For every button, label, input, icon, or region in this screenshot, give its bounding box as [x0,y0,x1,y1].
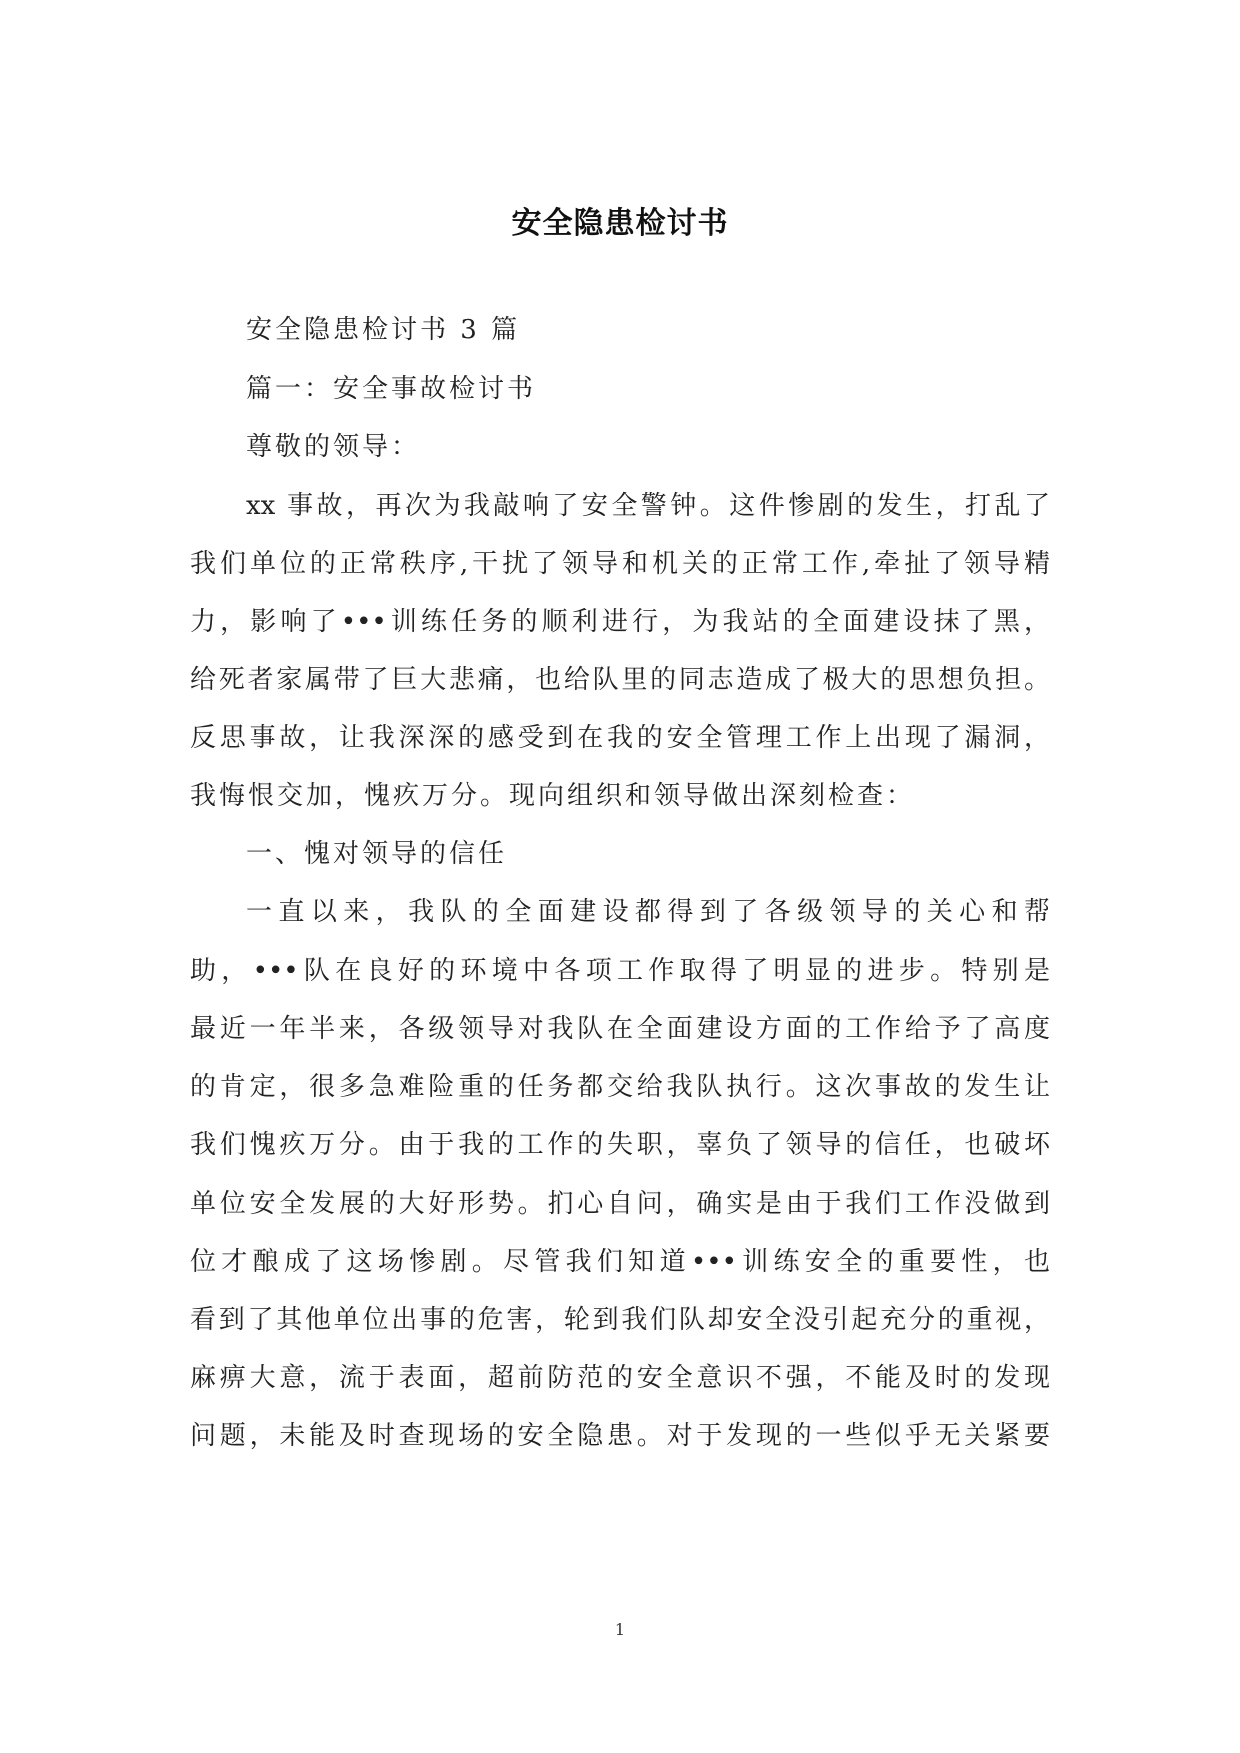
paragraph-line: 最近一年半来，各级领导对我队在全面建设方面的工作给予了高度 [190,1014,1050,1044]
paragraph-line: 反思事故，让我深深的感受到在我的安全管理工作上出现了漏洞， [190,723,1050,753]
section-heading: 一、愧对领导的信任 [246,839,508,869]
document-subtitle: 安全隐患检讨书 3 篇 [246,315,521,345]
paragraph-line: 麻痹大意，流于表面，超前防范的安全意识不强，不能及时的发现 [190,1363,1050,1393]
part-heading: 篇一：安全事故检讨书 [246,374,537,404]
paragraph-line: 看到了其他单位出事的危害，轮到我们队却安全没引起充分的重视， [190,1305,1050,1335]
paragraph-line: 的肯定，很多急难险重的任务都交给我队执行。这次事故的发生让 [190,1072,1050,1102]
paragraph-line: 我悔恨交加，愧疚万分。现向组织和领导做出深刻检查： [190,781,916,811]
page-number: 1 [614,1620,626,1639]
paragraph-line: 助，•••队在良好的环境中各项工作取得了明显的进步。特别是 [190,956,1050,986]
paragraph-line: 一直以来，我队的全面建设都得到了各级领导的关心和帮 [246,897,1050,927]
paragraph-line: 位才酿成了这场惨剧。尽管我们知道•••训练安全的重要性，也 [190,1247,1050,1277]
document-title: 安全隐患检讨书 [511,206,729,241]
salutation: 尊敬的领导： [246,432,421,462]
paragraph-line: 我们单位的正常秩序,干扰了领导和机关的正常工作,牵扯了领导精 [190,549,1050,579]
paragraph-line: 给死者家属带了巨大悲痛，也给队里的同志造成了极大的思想负担。 [190,665,1050,695]
paragraph-line: xx 事故，再次为我敲响了安全警钟。这件惨剧的发生，打乱了 [246,491,1050,521]
paragraph-line: 力，影响了•••训练任务的顺利进行，为我站的全面建设抹了黑， [190,607,1050,637]
paragraph-line: 我们愧疚万分。由于我的工作的失职，辜负了领导的信任，也破坏 [190,1130,1050,1160]
paragraph-line: 问题，未能及时查现场的安全隐患。对于发现的一些似乎无关紧要 [190,1421,1050,1451]
paragraph-line: 单位安全发展的大好形势。扪心自问，确实是由于我们工作没做到 [190,1189,1050,1219]
